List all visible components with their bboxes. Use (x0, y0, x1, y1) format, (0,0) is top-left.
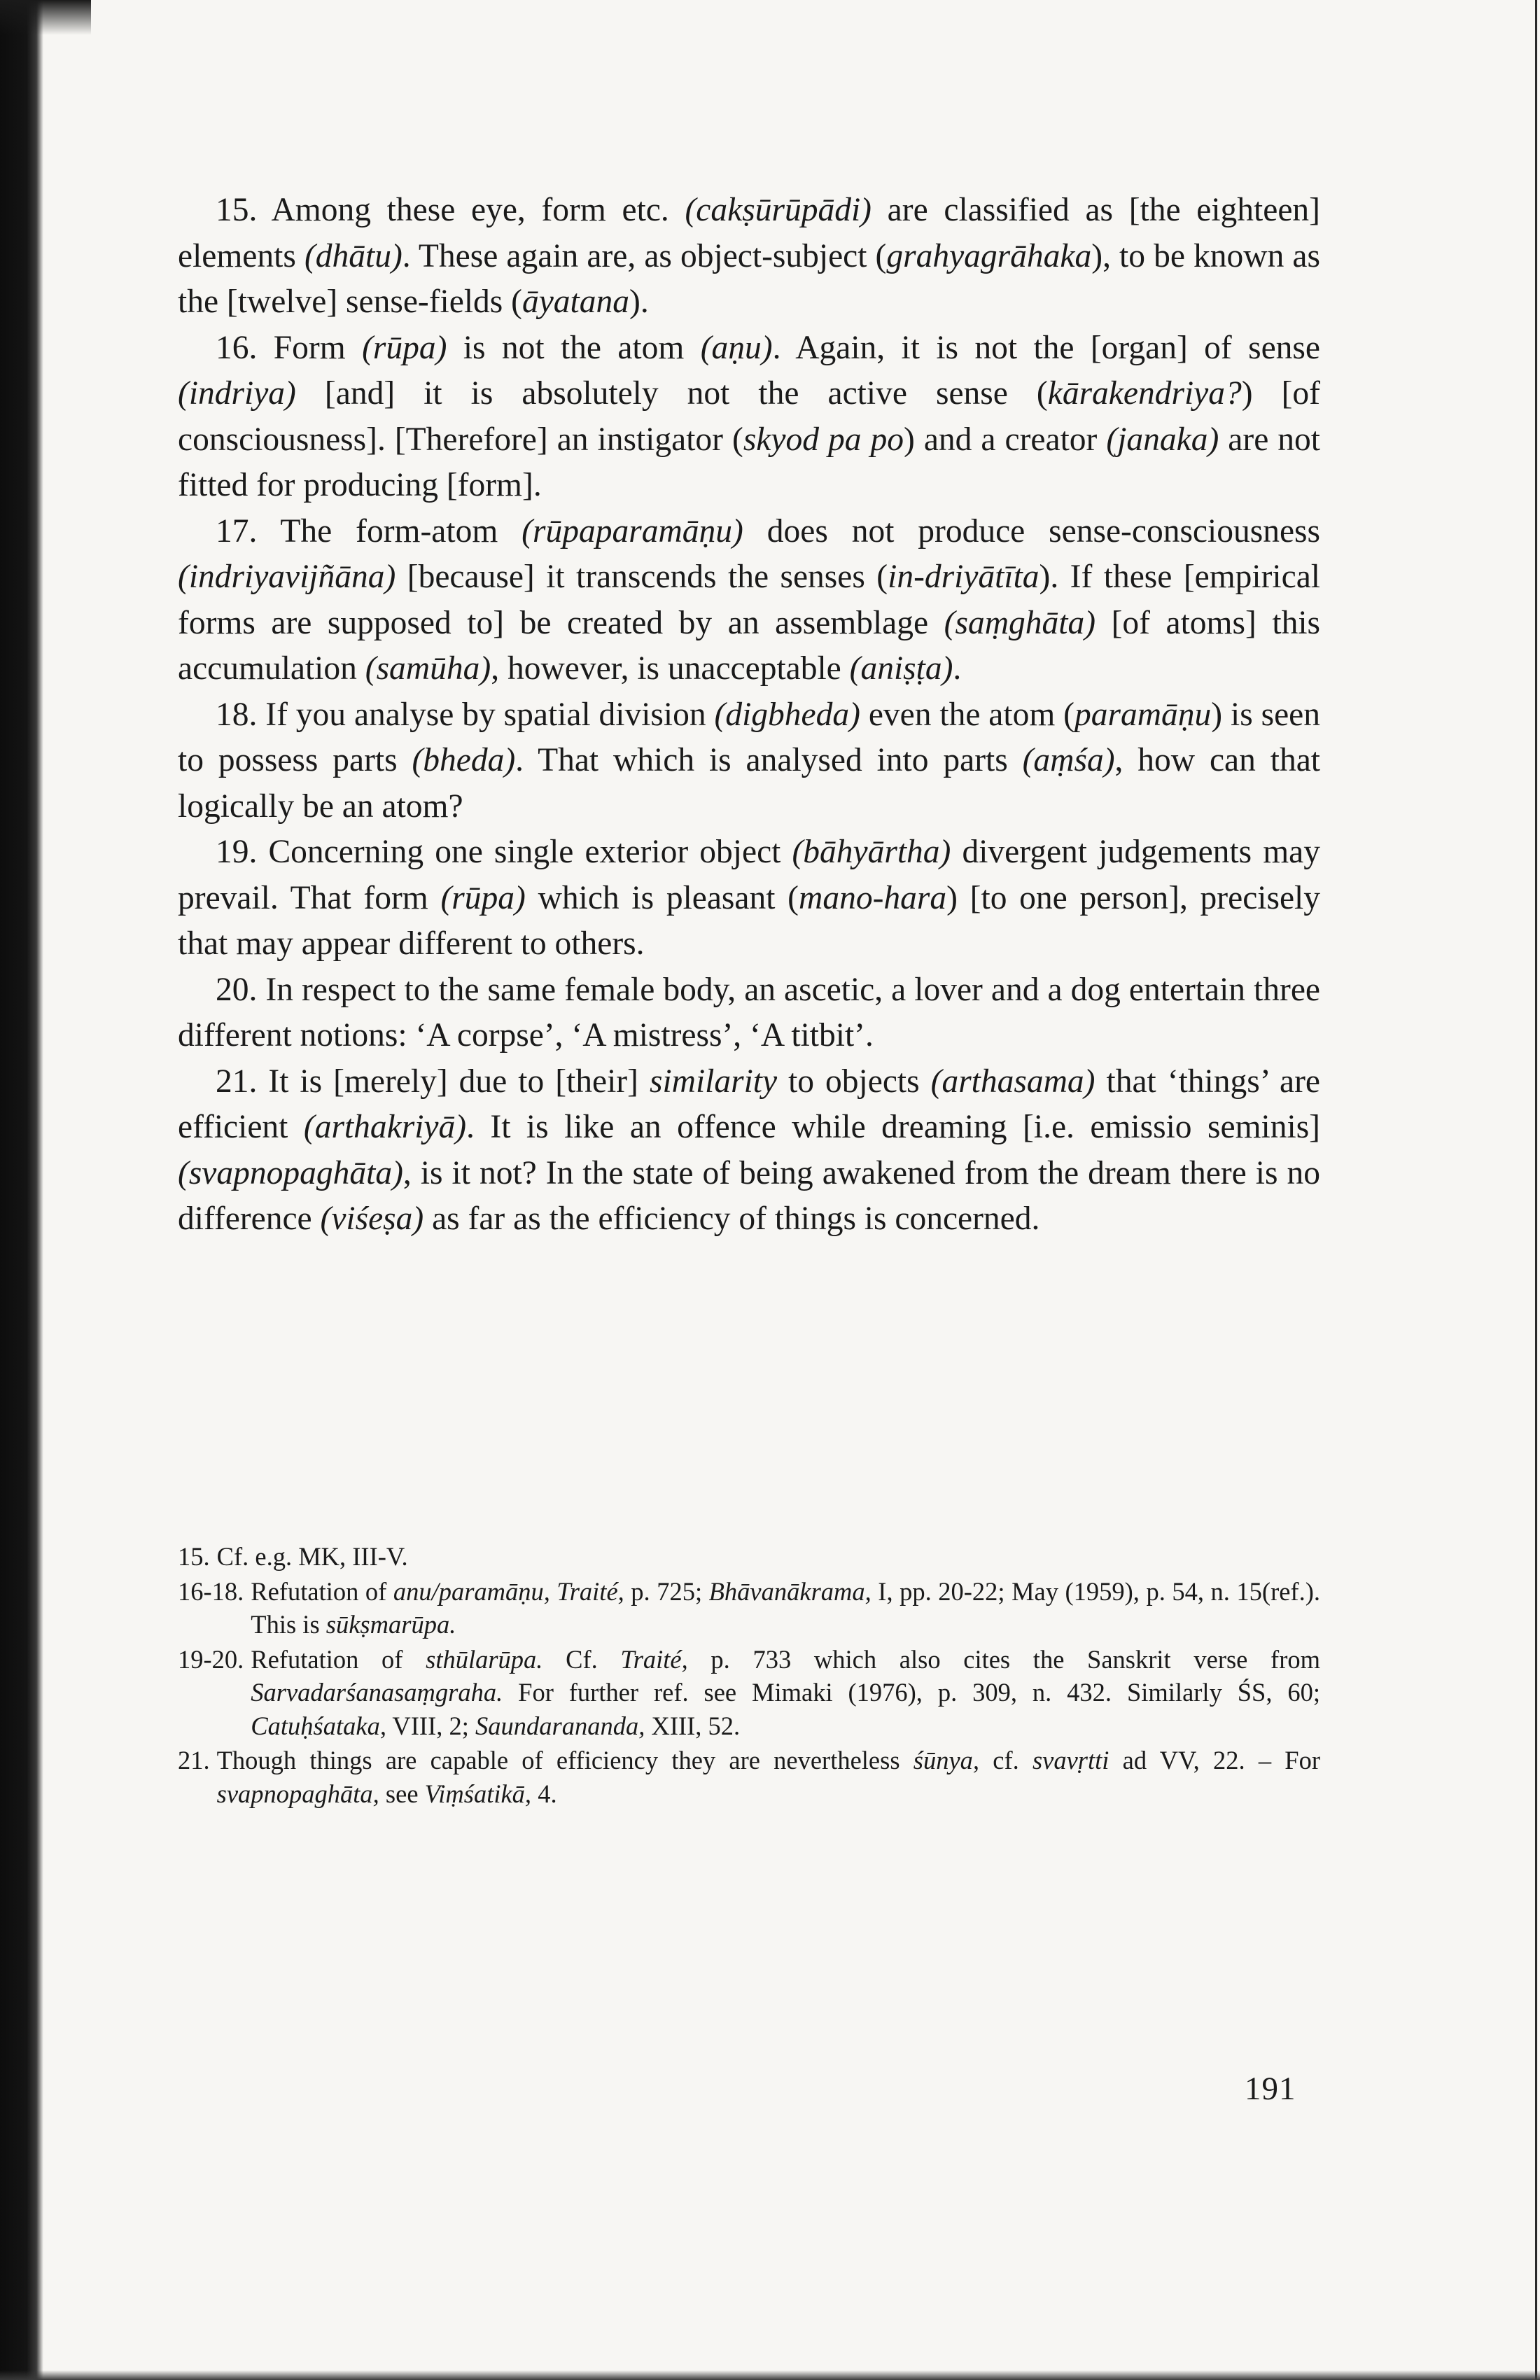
footnote-text (251, 1643, 1320, 1743)
text-run: XIII, 52. (645, 1711, 741, 1740)
italic-term: (rūpa) (440, 879, 526, 916)
scan-binding-shadow (0, 0, 43, 2380)
text-run: 15. Among these eye, form etc. (216, 192, 685, 228)
italic-term: (rūpa) (362, 329, 447, 366)
paragraph (178, 692, 1320, 830)
text-run: even the atom ( (860, 696, 1074, 733)
text-run: ). (629, 284, 649, 320)
scan-right-edge (1535, 0, 1537, 2380)
italic-term: (aniṣṭa) (849, 650, 953, 687)
italic-term: in-driyātīta (888, 559, 1040, 595)
paragraph (178, 326, 1320, 509)
footnote (178, 1540, 1320, 1574)
text-run: are classified as [the eighteen] elements (178, 192, 1320, 274)
text-run: divergent judgements may prevail. That form (178, 834, 1320, 916)
italic-term: (bāhyārtha) (792, 834, 951, 870)
text-run: cf. (979, 1746, 1032, 1774)
footnote (178, 1643, 1320, 1743)
italic-term: Traité, (620, 1644, 688, 1674)
italic-term: (dhātu) (304, 237, 402, 274)
text-run: 16. Form (216, 329, 363, 366)
paragraph (178, 509, 1320, 692)
text-run: ), to be known as the [twelve] sense-fields ( (178, 237, 1321, 320)
text-run: to objects (777, 1063, 931, 1100)
text-run: ) [to one person], precisely that may appear different to others. (178, 879, 1320, 962)
text-run: see (379, 1779, 425, 1808)
footnote (178, 1744, 1320, 1810)
italic-term: (saṃghāta) (944, 604, 1096, 641)
text-run: ). If these [empirical forms are supposed to] be created by an assemblage (178, 559, 1320, 641)
text-run: 17. The form-atom (216, 512, 522, 550)
italic-term: (arthakriyā) (303, 1109, 467, 1145)
text-run: 20. In respect to the same female body, an ascetic, a lover and a dog entertain three different notions: ‘A corpse’, ‘A mistress’, ‘A titbit’. (178, 971, 1320, 1054)
italic-term: (arthasama) (930, 1063, 1096, 1100)
text-run: ) is seen to possess parts (178, 696, 1320, 778)
text-run: 21. It is [merely] due to [their] (216, 1063, 650, 1100)
text-run: , how can that logically be an atom? (178, 742, 1320, 825)
italic-term: Bhāvanākrama, (708, 1576, 872, 1606)
text-run: ad VV, 22. – For (1109, 1746, 1320, 1774)
text-run: VIII, 2; (386, 1711, 476, 1740)
italic-term: (bheda) (412, 742, 516, 778)
text-run: which is pleasant ( (525, 879, 799, 916)
footnote (178, 1575, 1320, 1642)
text-run: [and] it is absolutely not the active sense ( (295, 375, 1048, 412)
page-number: 191 (1245, 2071, 1296, 2107)
italic-term: (aṃśa) (1022, 742, 1115, 778)
text-run: Cf. (542, 1644, 621, 1674)
text-run: p. 725; (624, 1576, 709, 1606)
italic-term: śūnya, (913, 1746, 980, 1774)
footnote-text (251, 1575, 1320, 1642)
text-run: Refutation of (251, 1576, 393, 1606)
text-run: Though things are capable of efficiency they are nevertheless (216, 1746, 913, 1774)
italic-term: (viśeṣa) (320, 1200, 424, 1237)
text-run: ) and a creator (904, 421, 1107, 458)
text-run: . That which is analysed into parts (515, 742, 1023, 778)
italic-term: (janaka) (1106, 421, 1219, 458)
footnote-text (217, 1744, 1320, 1810)
text-run: 4. (531, 1779, 557, 1808)
scan-bottom-edge (0, 2370, 1540, 2380)
text-run: are not fitted for producing [form]. (178, 421, 1321, 503)
italic-term: sūkṣmarūpa. (326, 1610, 456, 1639)
text-run: I, pp. 20-22; May (1959), p. 54, n. 15(ref.). This is (251, 1576, 1320, 1639)
italic-term: (rūpaparamāṇu) (522, 512, 743, 550)
text-run: that ‘things’ are efficient (178, 1063, 1321, 1145)
footnote-text (217, 1540, 1320, 1574)
text-run: 18. If you analyse by spatial division (216, 696, 715, 733)
footnote-number: 15. (178, 1542, 210, 1571)
italic-term: skyod pa po (743, 421, 904, 458)
italic-term: svapnopaghāta, (216, 1779, 379, 1808)
italic-term: (digbheda) (714, 696, 860, 733)
italic-term: (cakṣūrūpādi) (685, 192, 872, 228)
paragraph (178, 1059, 1320, 1242)
text-run: as far as the efficiency of things is concerned. (424, 1200, 1040, 1237)
italic-term: Sarvadarśanasaṃgraha. (251, 1678, 503, 1707)
italic-term: (aṇu) (700, 329, 773, 366)
text-run: 19. Concerning one single exterior object (216, 834, 792, 870)
italic-term: (indriya) (178, 375, 296, 412)
text-run: , is it not? In the state of being awakened from the dream there is no difference (178, 1154, 1320, 1237)
text-run: . Again, it is not the [organ] of sense (772, 329, 1320, 366)
text-run: [because] it transcends the senses ( (396, 559, 888, 595)
italic-term: Saundarananda, (475, 1711, 645, 1740)
italic-term: (svapnopaghāta) (178, 1154, 403, 1191)
italic-term: Catuḥśataka, (251, 1711, 386, 1740)
footnotes (178, 1540, 1320, 1812)
text-run: . These again are, as object-subject ( (402, 237, 887, 274)
italic-term: anu/paramāṇu, Traité, (393, 1576, 624, 1606)
text-run: ) [of consciousness]. [Therefore] an instigator ( (178, 375, 1320, 458)
text-run: Refutation of (251, 1644, 426, 1674)
footnote-number: 16-18. (178, 1576, 244, 1606)
italic-term: similarity (649, 1063, 778, 1100)
main-text (178, 188, 1320, 1242)
italic-term: grahyagrāhaka (886, 237, 1092, 274)
italic-term: āyatana (522, 284, 629, 320)
italic-term: (samūha) (365, 650, 491, 687)
text-run: [of atoms] this accumulation (178, 604, 1320, 687)
italic-term: kārakendriya? (1047, 375, 1242, 412)
footnote-number: 19-20. (178, 1644, 244, 1674)
text-run: For further ref. see Mimaki (1976), p. 309, n. 432. Similarly ŚS, 60; (503, 1678, 1320, 1707)
text-run: Cf. e.g. MK, III-V. (216, 1542, 408, 1571)
italic-term: paramāṇu (1074, 696, 1212, 733)
text-run: . It is like an offence while dreaming [i.e. emissio seminis] (466, 1109, 1320, 1145)
footnote-number: 21. (178, 1746, 210, 1774)
text-run: is not the atom (447, 329, 701, 366)
italic-term: sthūlarūpa. (426, 1644, 543, 1674)
italic-term: Viṃśatikā, (424, 1779, 532, 1808)
paragraph (178, 830, 1320, 967)
text-run: p. 733 which also cites the Sanskrit verse from (687, 1644, 1321, 1674)
italic-term: svavṛtti (1032, 1746, 1110, 1774)
italic-term: mano-hara (799, 879, 947, 916)
italic-term: (indriyavijñāna) (178, 559, 396, 595)
scan-corner-shadow (0, 0, 91, 35)
text-run: , however, is unacceptable (491, 650, 850, 687)
paragraph (178, 188, 1320, 326)
text-run: . (953, 650, 962, 687)
paragraph (178, 967, 1320, 1059)
text-run: does not produce sense-consciousness (743, 512, 1320, 550)
